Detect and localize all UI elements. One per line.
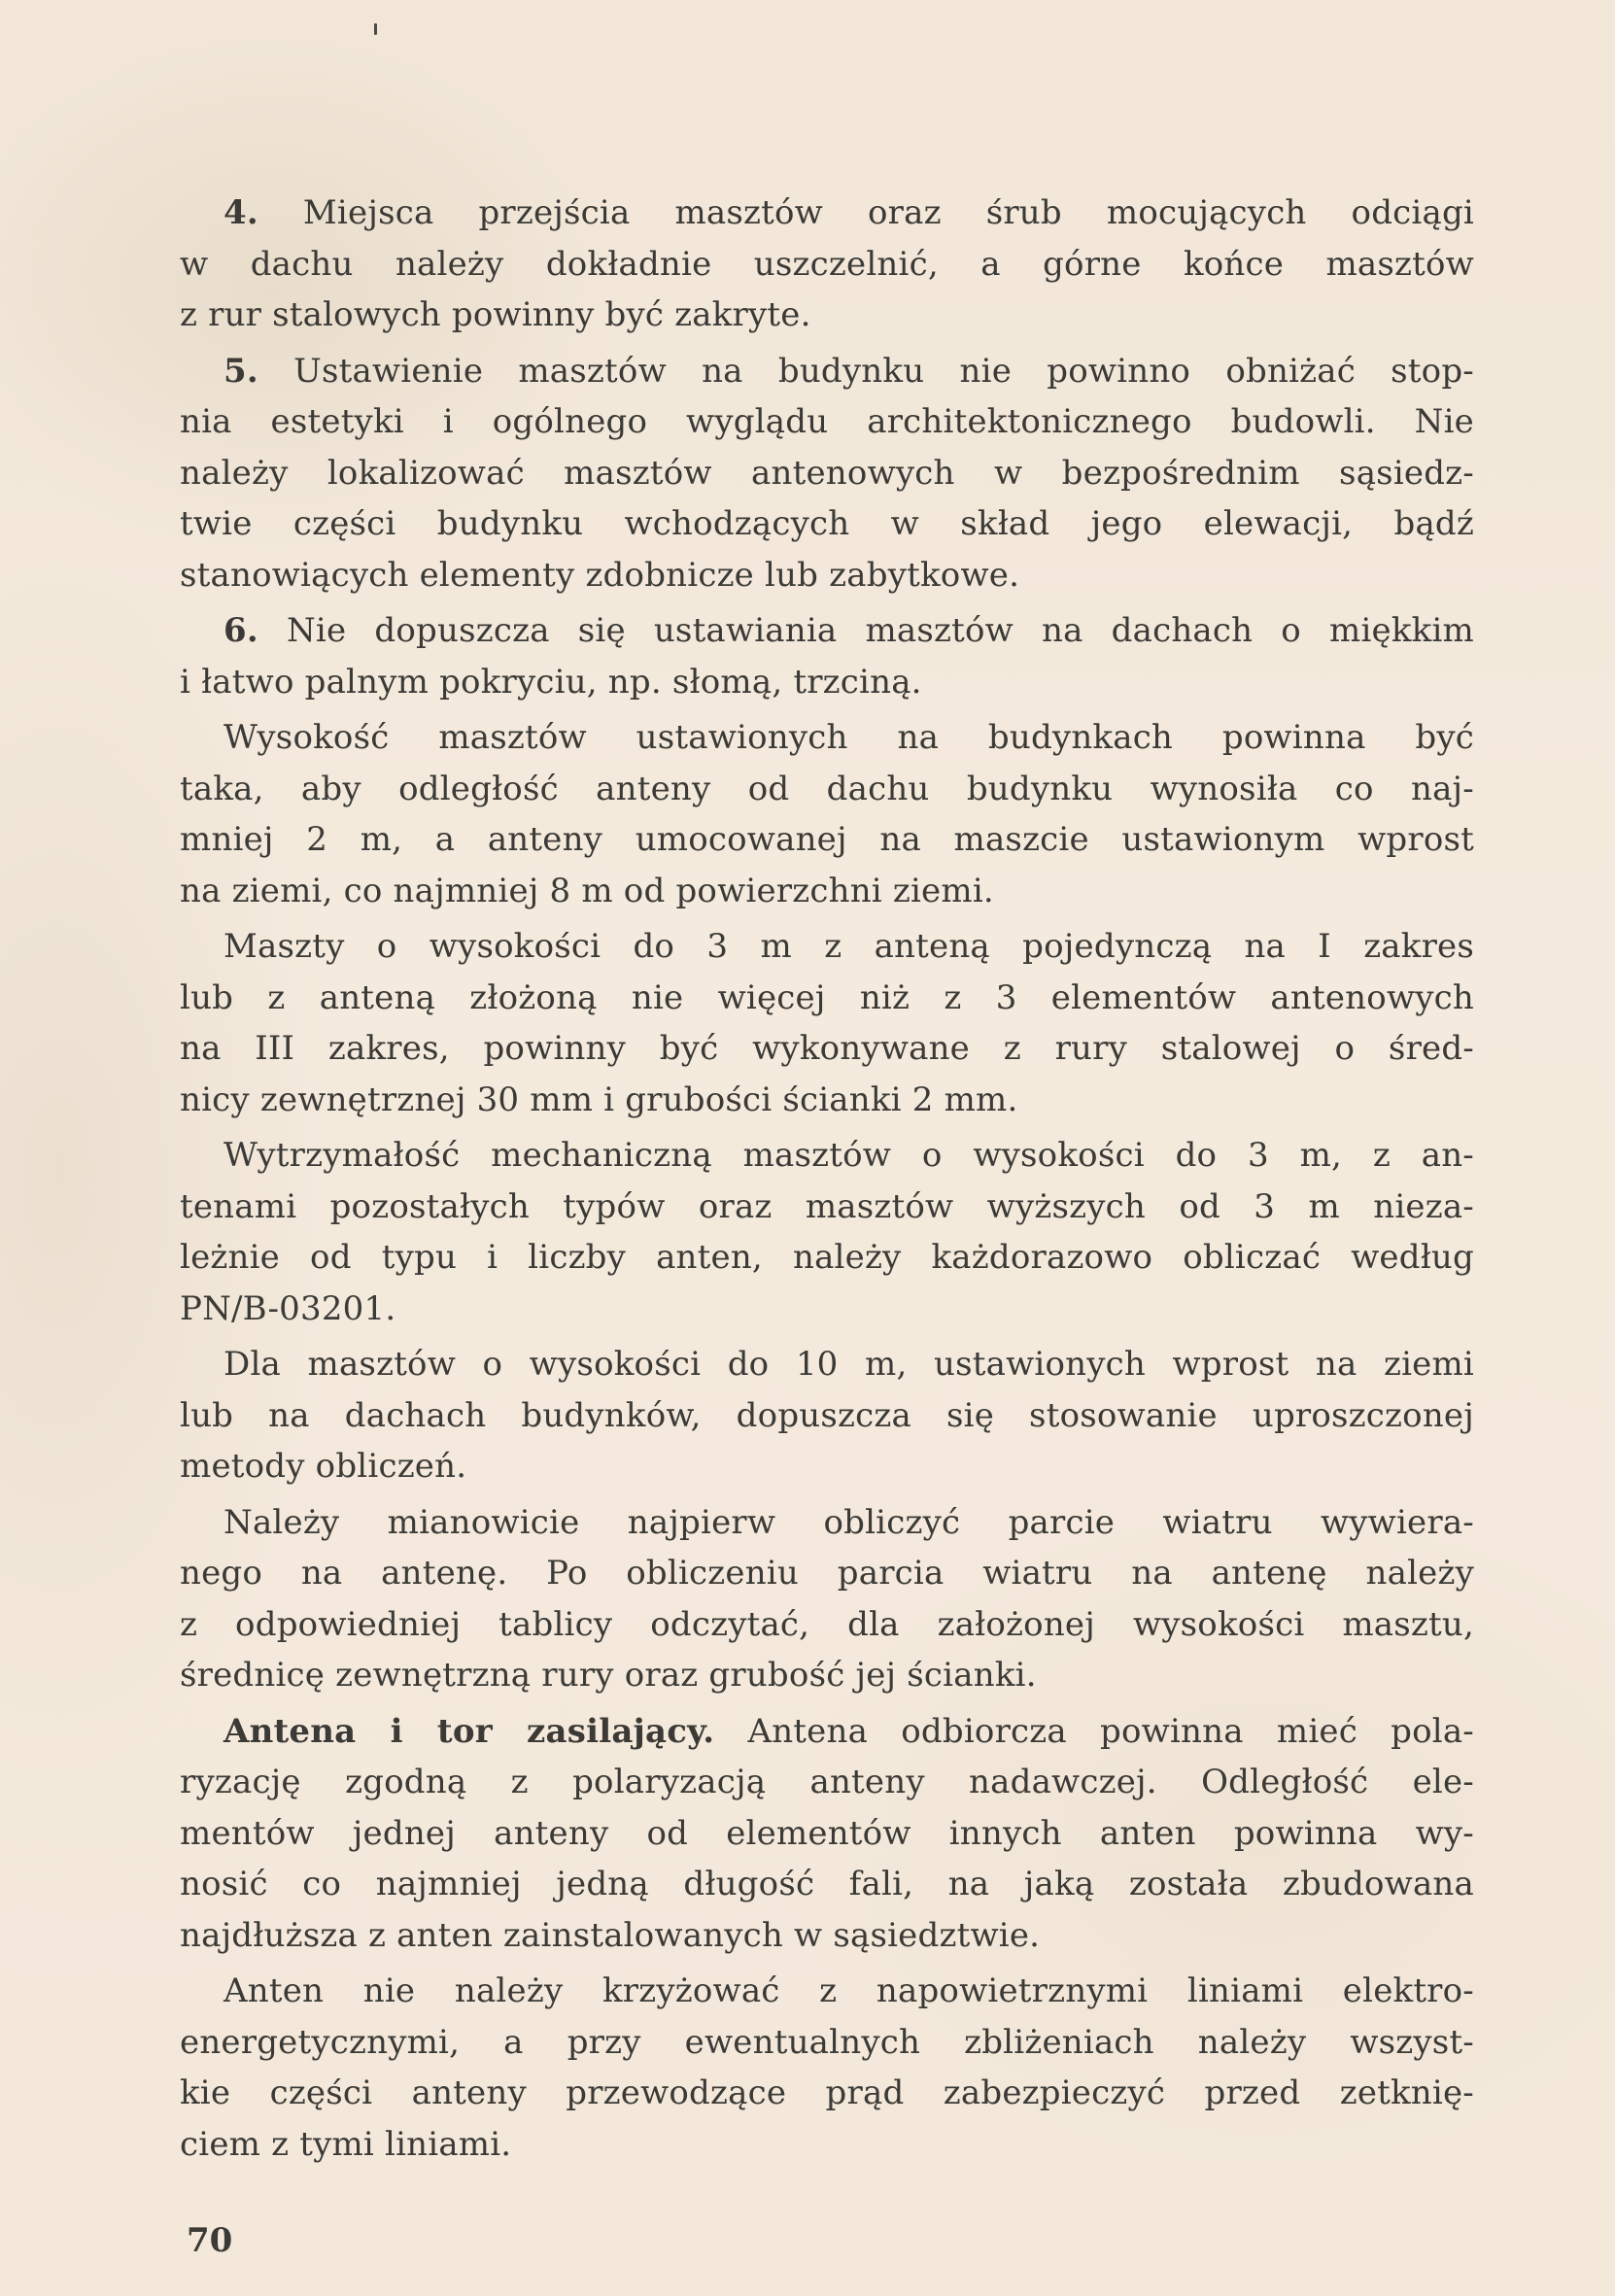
paragraph-item-6 <box>180 605 1474 707</box>
text-line: Maszty o wysokości do 3 m z anteną pojedynczą na I zakres <box>223 927 1474 966</box>
text-line: lub z anteną złożoną nie więcej niż z 3 elementów antenowych <box>180 977 1474 1017</box>
text-line: najdłuższa z anten zainstalowanych w sąsiedztwie. <box>180 1915 1041 1955</box>
text-line: na ziemi, co najmniej 8 m od powierzchni ziemi. <box>180 871 994 910</box>
text-line: mentów jednej anteny od elementów innych anten powinna wy- <box>180 1813 1474 1853</box>
text-line: taka, aby odległość anteny od dachu budynku wynosiła co naj- <box>180 769 1474 808</box>
item-number: 4. <box>223 193 258 232</box>
text-line: z odpowiedniej tablicy odczytać, dla założonej wysokości masztu, <box>180 1604 1474 1644</box>
text-line: średnicę zewnętrzną rury oraz grubość jej ścianki. <box>180 1656 1037 1695</box>
text-line: Wytrzymałość mechaniczną masztów o wysokości do 3 m, z an- <box>223 1136 1474 1175</box>
text-line: 5. Ustawienie masztów na budynku nie powinno obniżać stop- <box>223 351 1474 391</box>
text-line: nosić co najmniej jedną długość fali, na jaką została zbudowana <box>180 1865 1474 1903</box>
text-line: 6. Nie dopuszcza się ustawiania masztów na dachach o miękkim <box>223 611 1474 650</box>
text-line: energetycznymi, a przy ewentualnych zbliżeniach należy wszyst- <box>180 2022 1474 2062</box>
paragraph-item-5 <box>180 346 1474 601</box>
paragraph-item-4 <box>180 188 1474 341</box>
paragraph-simplified-method <box>180 1339 1474 1492</box>
text-line: nego na antenę. Po obliczeniu parcia wiatru na antenę należy <box>180 1554 1474 1593</box>
text-line: ryzację zgodną z polaryzacją anteny nadawczej. Odległość ele- <box>180 1763 1474 1801</box>
paragraph-wind-pressure <box>180 1497 1474 1701</box>
text-line: nicy zewnętrznej 30 mm i grubości ścianki 2 mm. <box>180 1079 1018 1119</box>
text-line: Dla masztów o wysokości do 10 m, ustawionych wprost na ziemi <box>223 1345 1474 1384</box>
section-run-in-heading: Antena i tor zasilający. <box>223 1711 715 1751</box>
text-line: Anten nie należy krzyżować z napowietrznymi liniami elektro- <box>223 1971 1474 2010</box>
text-line: tenami pozostałych typów oraz masztów wyższych od 3 m nieza- <box>180 1186 1474 1226</box>
text-line: mniej 2 m, a anteny umocowanej na maszcie ustawionym wprost <box>180 820 1474 859</box>
text-line: Wysokość masztów ustawionych na budynkach powinna być <box>223 718 1474 757</box>
text-line: ciem z tymi liniami. <box>180 2124 512 2164</box>
text-line: z rur stalowych powinny być zakryte. <box>180 295 811 334</box>
item-number: 5. <box>223 351 258 391</box>
text-line: leżnie od typu i liczby anten, należy każdorazowo obliczać według <box>180 1238 1474 1277</box>
text-line: na III zakres, powinny być wykonywane z rury stalowej o śred- <box>180 1029 1474 1068</box>
text-line: metody obliczeń. <box>180 1447 467 1486</box>
text-line: Antena i tor zasilający. Antena odbiorcza powinna mieć pola- <box>223 1711 1474 1751</box>
text-line: należy lokalizować masztów antenowych w bezpośrednim sąsiedz- <box>180 453 1474 493</box>
text-line: w dachu należy dokładnie uszczelnić, a górne końce masztów <box>180 244 1474 284</box>
text-line: twie części budynku wchodzących w skład jego elewacji, bądź <box>180 504 1474 543</box>
text-line: i łatwo palnym pokryciu, np. słomą, trzciną. <box>180 662 922 702</box>
item-number: 6. <box>223 611 258 650</box>
paragraph-mast-height <box>180 712 1474 916</box>
text-line: lub na dachach budynków, dopuszcza się stosowanie uproszczonej <box>180 1395 1474 1435</box>
text-line: 4. Miejsca przejścia masztów oraz śrub mocujących odciągi <box>223 193 1474 232</box>
paragraph-small-masts <box>180 921 1474 1125</box>
text-line: kie części anteny przewodzące prąd zabezpieczyć przed zetknię- <box>180 2073 1474 2112</box>
text-line: PN/B-03201. <box>180 1288 396 1328</box>
text-line: stanowiących elementy zdobnicze lub zabytkowe. <box>180 555 1020 595</box>
text-line: Należy mianowicie najpierw obliczyć parcie wiatru wywiera- <box>223 1502 1474 1542</box>
ink-speck <box>374 23 377 35</box>
page-number: 70 <box>187 2221 233 2260</box>
text-line: nia estetyki i ogólnego wyglądu architektonicznego budowli. Nie <box>180 402 1474 441</box>
paragraph-strength <box>180 1130 1474 1334</box>
paragraph-power-lines <box>180 1966 1474 2170</box>
body-text <box>180 188 1474 2175</box>
paragraph-antenna-feed <box>180 1706 1474 1962</box>
